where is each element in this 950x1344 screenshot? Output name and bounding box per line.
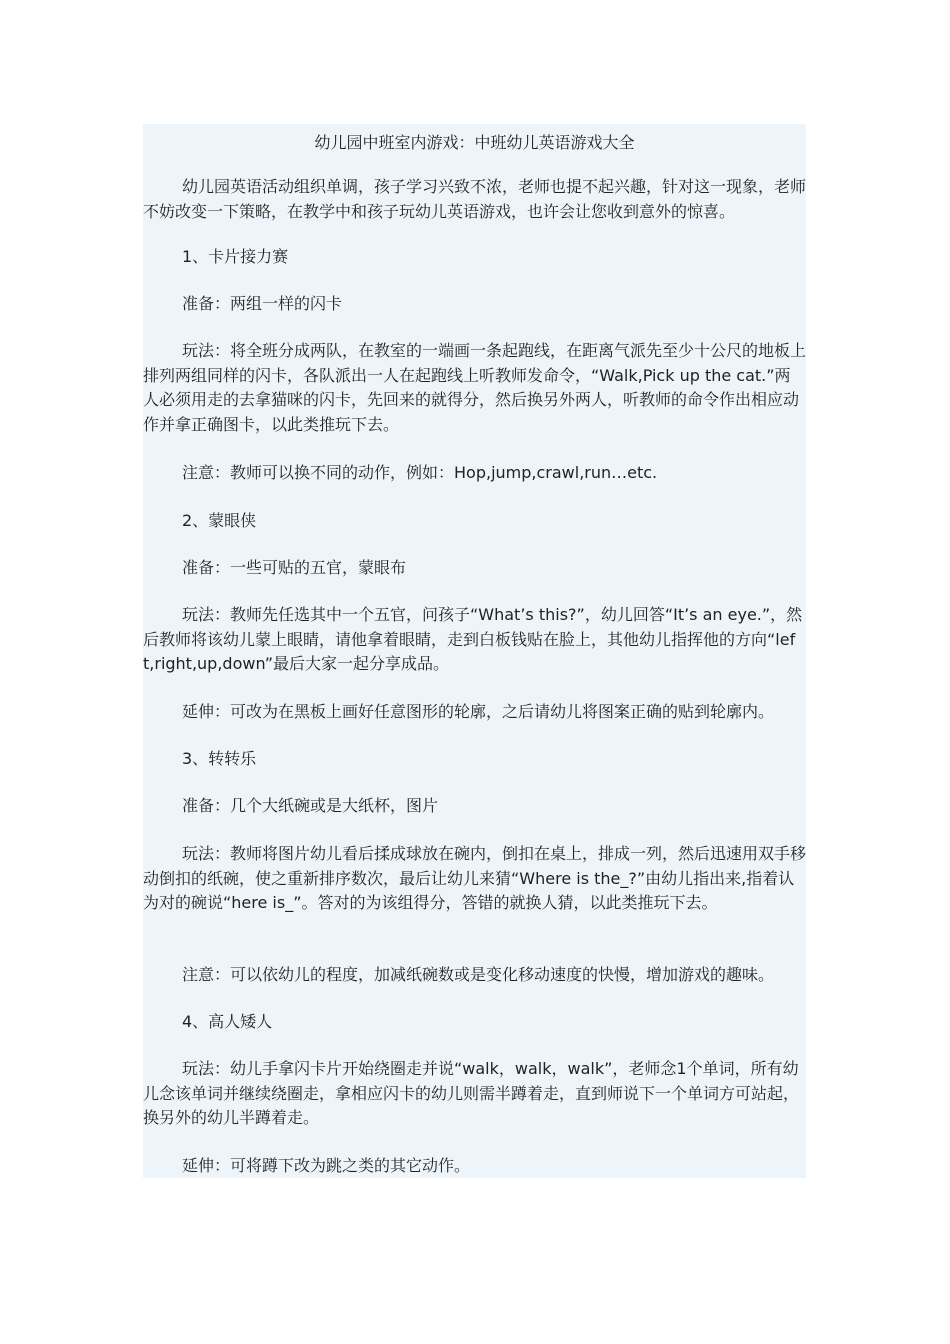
paragraph-note-3: 注意：可以依幼儿的程度，加减纸碗数或是变化移动速度的快慢，增加游戏的趣味。 [182, 965, 775, 984]
article-panel [143, 124, 806, 1178]
intro-paragraph: 幼儿园英语活动组织单调，孩子学习兴致不浓，老师也提不起兴趣，针对这一现象，老师不妨改变一下策略，在教学中和孩子玩幼儿英语游戏，也许会让您收到意外的惊喜。 [143, 177, 807, 221]
paragraph-note-1: 注意：教师可以换不同的动作，例如：Hop,jump,crawl,run…etc. [182, 463, 658, 482]
paragraph-prepare-1: 准备：两组一样的闪卡 [182, 294, 343, 313]
paragraph-play-4: 玩法：幼儿手拿闪卡片开始绕圈走并说“walk，walk，walk”，老师念1个单词，所有幼儿念该单词并继续绕圈走，拿相应闪卡的幼儿则需半蹲着走，直到师说下一个单词方可站起，换另外的幼儿半蹲着走。 [143, 1059, 800, 1127]
paragraph-extend-4: 延伸：可将蹲下改为跳之类的其它动作。 [182, 1156, 471, 1175]
paragraph-prepare-2: 准备：一些可贴的五官，蒙眼布 [182, 558, 407, 577]
paragraph-play-2: 玩法：教师先任选其中一个五官，问孩子“What’s this?”，幼儿回答“It’s an eye.”，然后教师将该幼儿蒙上眼睛，请他拿着眼睛，走到白板钱贴在脸上，其他幼儿指挥他的方向“left,right,up,down”最后大家一起分享成品。 [143, 605, 803, 673]
section-heading-1: 1、卡片接力赛 [182, 247, 289, 266]
paragraph-play-3: 玩法：教师将图片幼儿看后揉成球放在碗内，倒扣在桌上，排成一列，然后迅速用双手移动倒扣的纸碗，使之重新排序数次，最后让幼儿来猜“Where is the_?”由幼儿指出来,指着认为对的碗说“here is_”。答对的为该组得分，答错的就换人猜，以此类推玩下去。 [143, 844, 807, 912]
paragraph-play-1: 玩法：将全班分成两队，在教室的一端画一条起跑线，在距离气派先至少十公尺的地板上排列两组同样的闪卡，各队派出一人在起跑线上听教师发命令，“Walk,Pick up the cat.”两人必须用走的去拿猫咪的闪卡，先回来的就得分，然后换另外两人，听教师的命令作出相应动作并拿正确图卡，以此类推玩下去。 [143, 341, 807, 434]
paragraph-prepare-3: 准备：几个大纸碗或是大纸杯，图片 [182, 796, 439, 815]
paragraph-extend-2: 延伸：可改为在黑板上画好任意图形的轮廓，之后请幼儿将图案正确的贴到轮廓内。 [182, 702, 775, 721]
section-heading-4: 4、高人矮人 [182, 1012, 273, 1031]
section-heading-3: 3、转转乐 [182, 749, 257, 768]
article-title: 幼儿园中班室内游戏：中班幼儿英语游戏大全 [314, 133, 635, 152]
section-heading-2: 2、蒙眼侠 [182, 511, 257, 530]
